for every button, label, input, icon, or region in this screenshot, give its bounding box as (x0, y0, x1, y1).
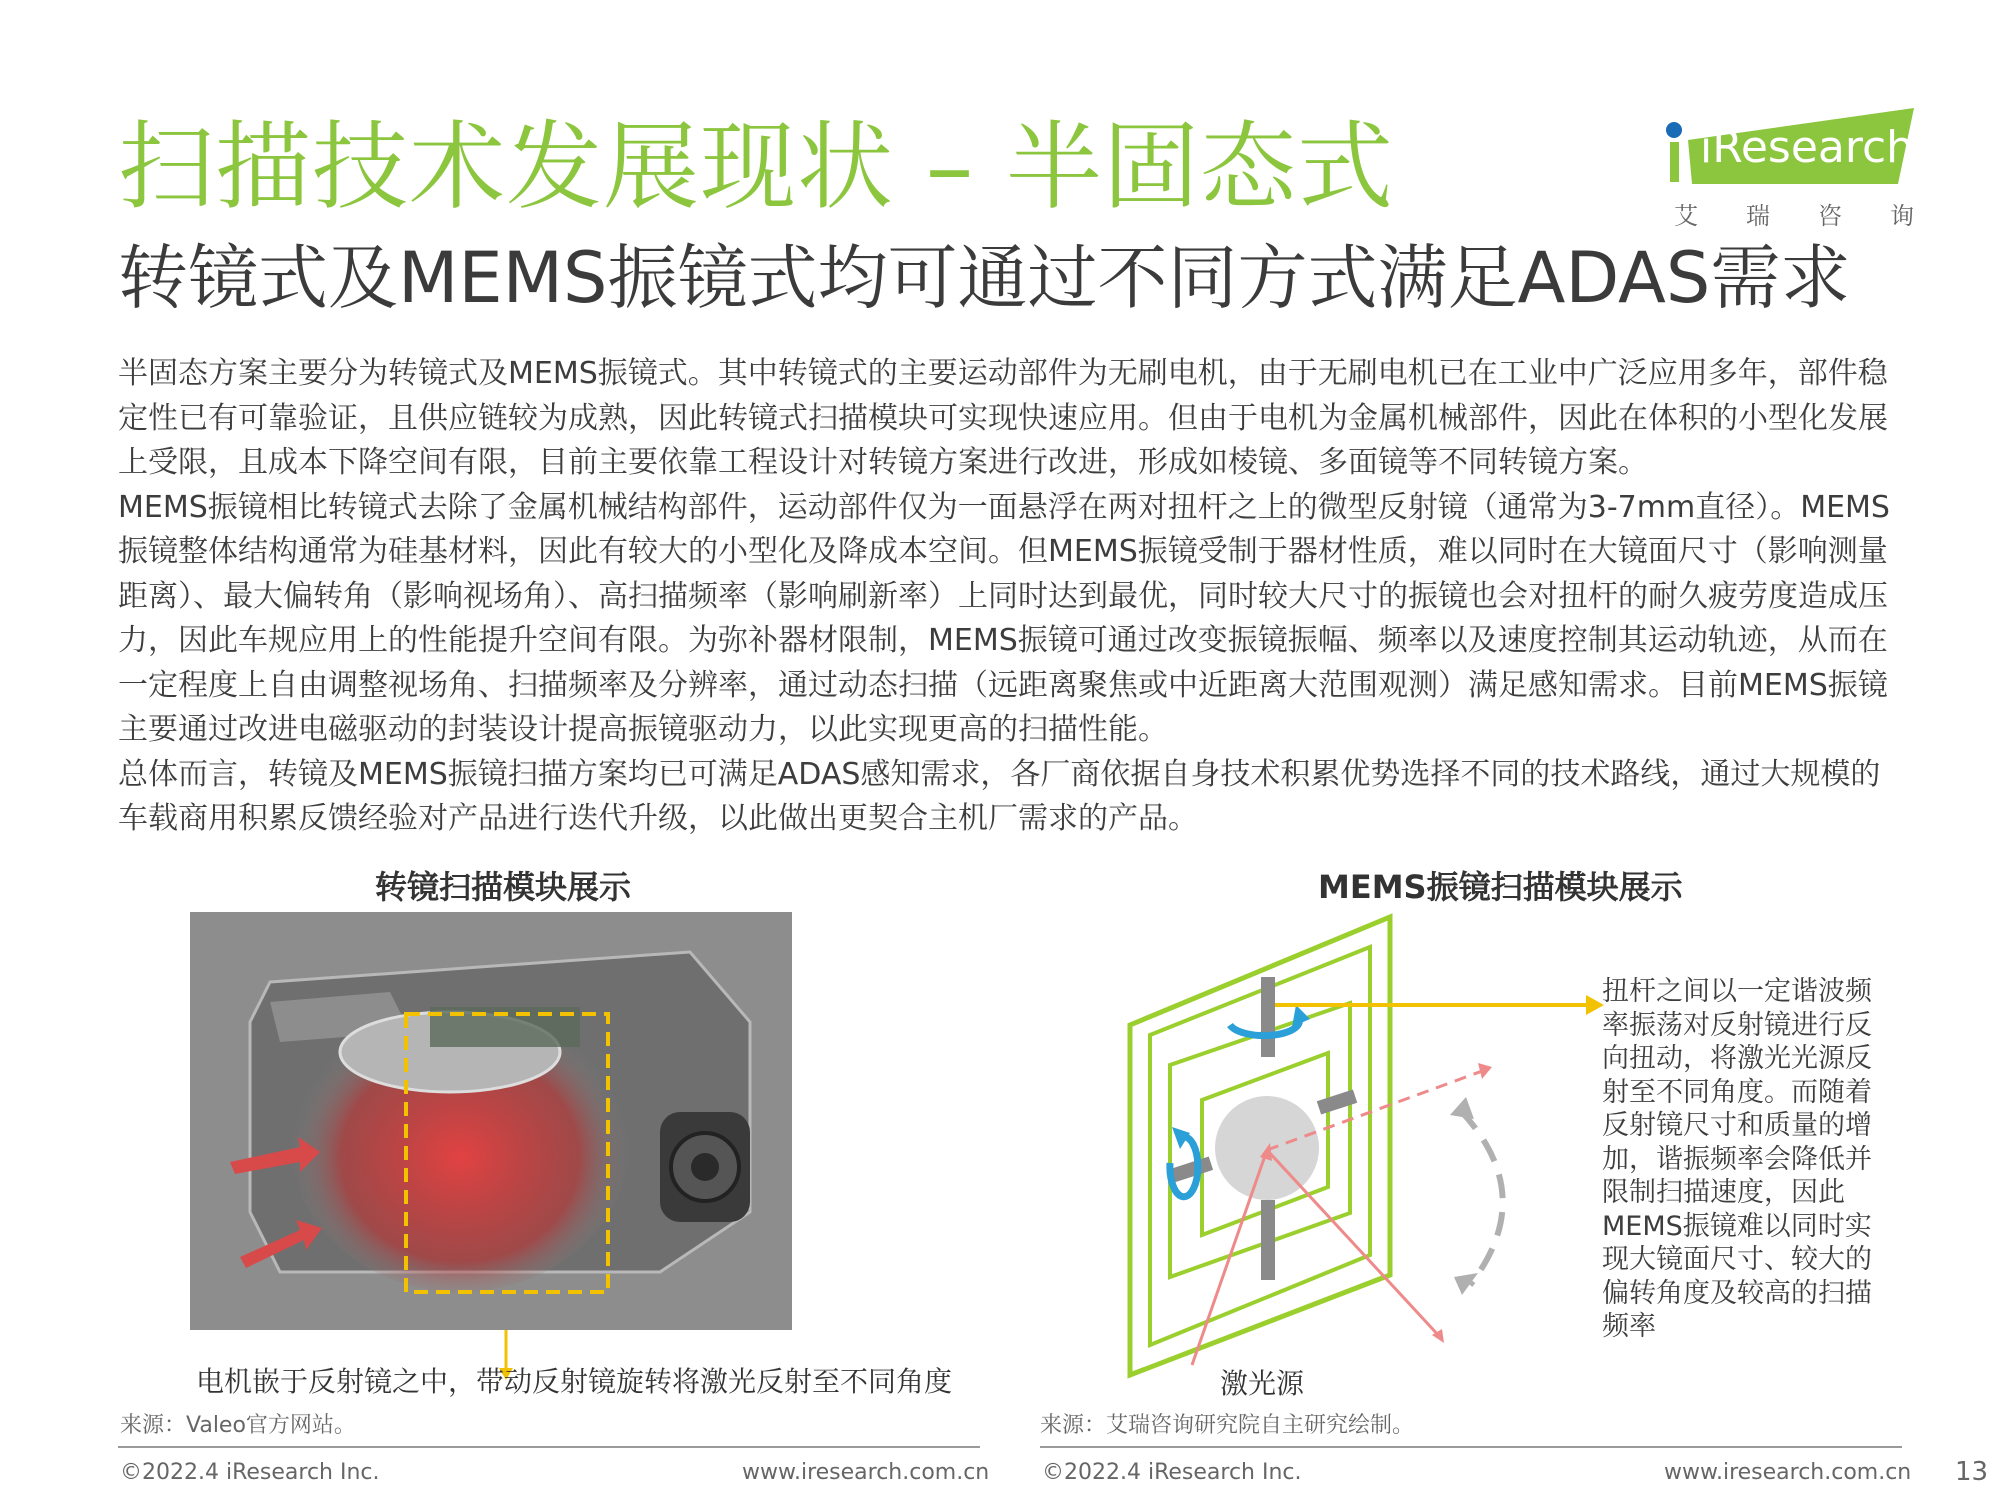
footer-copyright: ©2022.4 iResearch Inc. (120, 1460, 380, 1485)
logo-sub-char: 瑞 (1746, 202, 1770, 230)
rotating-mirror-illustration (190, 912, 792, 1330)
logo-wordmark: iResearch (1700, 122, 1915, 173)
footer-website: www.iresearch.com.cn (742, 1460, 990, 1485)
logo-sub-char: 咨 (1818, 202, 1842, 230)
rotating-mirror-module-photo (190, 912, 792, 1330)
right-panel-source: 来源：艾瑞咨询研究院自主研究绘制。 (1040, 1413, 1415, 1438)
body-paragraph: 半固态方案主要分为转镜式及MEMS振镜式。其中转镜式的主要运动部件为无刷电机，由于无刷电机已在工业中广泛应用多年，部件稳定性已有可靠验证，且供应链较为成熟，因此转镜式扫描模块可实现快速应用。但由于电机为金属机械部件，因此在体积的小型化发展上受限，且成本下降空间有限，目前主要依靠工程设计对转镜方案进行改进，形成如棱镜、多面镜等不同转镜方案。 (118, 356, 1888, 480)
footer-website: www.iresearch.com.cn (1664, 1460, 1912, 1485)
mems-mirror-diagram (1110, 905, 1610, 1385)
body-paragraph: 总体而言，转镜及MEMS振镜扫描方案均已可满足ADAS感知需求，各厂商依据自身技术积累优势选择不同的技术路线，通过大规模的车载商用积累反馈经验对产品进行迭代升级，以此做出更契合主机厂需求的产品。 (118, 756, 1881, 836)
left-panel-caption: 电机嵌于反射镜之中，带动反射镜旋转将激光反射至不同角度 (196, 1365, 953, 1398)
right-panel-title: MEMS振镜扫描模块展示 (1318, 868, 1683, 906)
logo-subtitle (1674, 196, 1914, 231)
footer-copyright: ©2022.4 iResearch Inc. (1042, 1460, 1302, 1485)
logo-sub-char: 询 (1890, 202, 1914, 230)
iresearch-logo (1660, 100, 1920, 230)
left-panel-title: 转镜扫描模块展示 (375, 868, 632, 906)
body-text (118, 352, 1908, 842)
footer-rule-left (118, 1446, 980, 1448)
left-panel-source: 来源：Valeo官方网站。 (120, 1413, 356, 1438)
page-number: 13 (1955, 1457, 1989, 1487)
mems-annotation: 扭杆之间以一定谐波频率振荡对反射镜进行反向扭动，将激光光源反射至不同角度。而随着反射镜尺寸和质量的增加，谐振频率会降低并限制扫描速度，因此MEMS振镜难以同时实现大镜面尺寸、较大的偏转角度及较高的扫描频率 (1602, 976, 1872, 1342)
page-subtitle: 转镜式及MEMS振镜式均可通过不同方式满足ADAS需求 (118, 237, 1851, 319)
body-paragraph: MEMS振镜相比转镜式去除了金属机械结构部件，运动部件仅为一面悬浮在两对扭杆之上的微型反射镜（通常为3-7mm直径）。MEMS振镜整体结构通常为硅基材料，因此有较大的小型化及降成本空间。但MEMS振镜受制于器材性质，难以同时在大镜面尺寸（影响测量距离）、最大偏转角（影响视场角）、高扫描频率（影响刷新率）上同时达到最优，同时较大尺寸的振镜也会对扭杆的耐久疲劳度造成压力，因此车规应用上的性能提升空间有限。为弥补器材限制，MEMS振镜可通过改变振镜振幅、频率以及速度控制其运动轨迹，从而在一定程度上自由调整视场角、扫描频率及分辨率，通过动态扫描（远距离聚焦或中近距离大范围观测）满足感知需求。目前MEMS振镜主要通过改进电磁驱动的封装设计提高振镜驱动力，以此实现更高的扫描性能。 (118, 489, 1890, 747)
laser-source-label: 激光源 (1220, 1367, 1305, 1400)
footer-rule-right (1040, 1446, 1902, 1448)
logo-sub-char: 艾 (1674, 202, 1698, 230)
page-title: 扫描技术发展现状 – 半固态式 (118, 111, 1395, 223)
